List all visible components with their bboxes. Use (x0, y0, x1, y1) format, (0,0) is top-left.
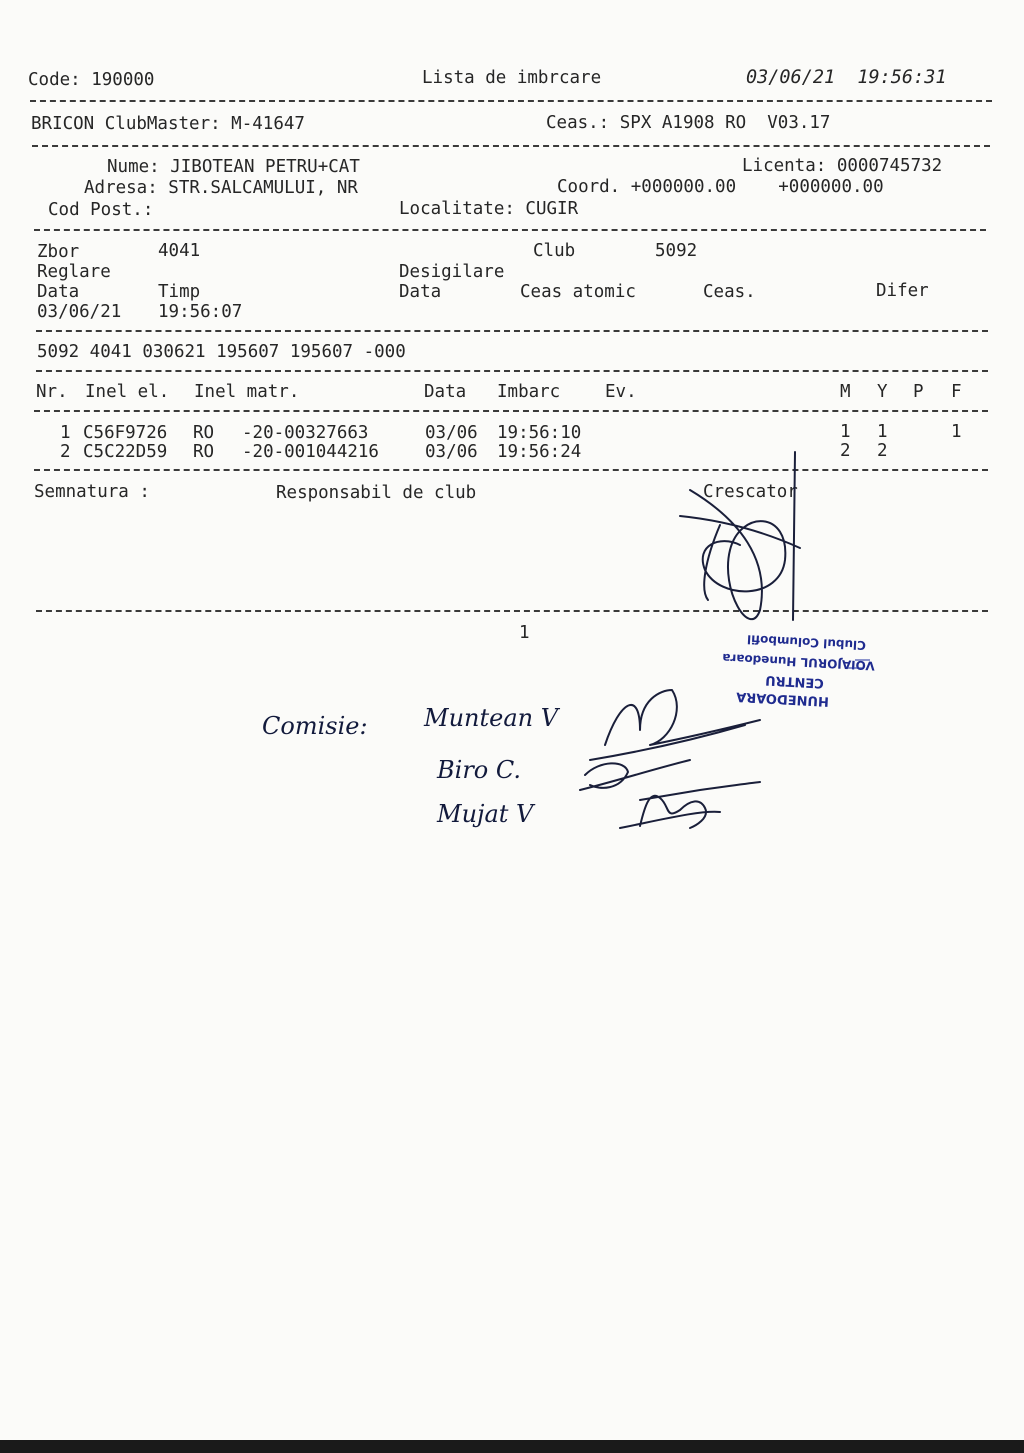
commission-member: Muntean V (424, 704, 559, 732)
desigilare-label: Desigilare (399, 262, 505, 282)
row-country: RO (193, 423, 215, 443)
row-imbarc: 19:56:24 (497, 442, 582, 462)
reglare-label: Reglare (37, 262, 111, 282)
date-column-label: Data (37, 282, 80, 302)
commission-label: Comisie: (262, 712, 368, 740)
col-header-nr: Nr. (36, 382, 68, 402)
row-data: 03/06 (425, 442, 478, 462)
encoded-line: 5092 4041 030621 195607 195607 -000 (37, 342, 406, 362)
stamp-line: VOIAJORUL Hunedoara (721, 650, 876, 673)
locality: Localitate: CUGIR (399, 199, 579, 219)
col-header-inel-matr: Inel matr. (194, 382, 300, 402)
time-column-label: Timp (158, 282, 201, 302)
row-y: 2 (877, 441, 888, 461)
row-f: 1 (951, 422, 962, 442)
row-inel-el: C5C22D59 (83, 442, 168, 462)
clock-label: Ceas. (703, 282, 756, 302)
breeder-label: Crescator (703, 482, 798, 502)
clock-id: Ceas.: SPX A1908 RO V03.17 (546, 113, 831, 133)
reglare-time: 19:56:07 (158, 302, 243, 322)
flight-number: 4041 (158, 241, 201, 261)
reglare-date: 03/06/21 (37, 302, 122, 322)
row-m: 2 (840, 441, 851, 461)
license-number: Licenta: 0000745732 (742, 156, 943, 176)
row-m: 1 (840, 422, 851, 442)
row-inel-matr: -20-001044216 (242, 442, 379, 462)
col-header-imbarc: Imbarc (497, 382, 561, 402)
col-header-y: Y (877, 382, 888, 402)
flight-label: Zbor (37, 242, 80, 262)
row-data: 03/06 (425, 423, 478, 443)
page-number: 1 (519, 623, 530, 643)
difference-label: Difer (876, 281, 929, 301)
club-responsible-label: Responsabil de club (276, 483, 477, 503)
breeder-signature (680, 452, 800, 620)
code-label: Code: 190000 (28, 70, 155, 90)
atomic-clock-label: Ceas atomic (520, 282, 636, 302)
print-datetime: 03/06/21 19:56:31 (746, 67, 947, 88)
col-header-ev: Ev. (605, 382, 637, 402)
clubmaster-id: BRICON ClubMaster: M-41647 (31, 114, 305, 134)
col-header-m: M (840, 382, 851, 402)
unseal-date-label: Data (399, 282, 442, 302)
stamp-line: HUNEDOARA (735, 688, 830, 709)
row-nr: 2 (60, 442, 71, 462)
owner-name: Nume: JIBOTEAN PETRU+CAT (107, 157, 360, 177)
stamp-line: Clubul Columbofil (746, 632, 867, 653)
row-inel-el: C56F9726 (83, 423, 168, 443)
col-header-f: F (951, 382, 962, 402)
commission-member: Mujat V (437, 800, 534, 828)
col-header-inel-el: Inel el. (85, 382, 170, 402)
signature-label: Semnatura : (34, 482, 150, 502)
owner-address: Adresa: STR.SALCAMULUI, NR (84, 178, 358, 198)
row-inel-matr: -20-00327663 (242, 423, 369, 443)
row-nr: 1 (60, 423, 71, 443)
member-signature (620, 782, 760, 828)
commission-member: Biro C. (437, 756, 521, 784)
row-country: RO (193, 442, 215, 462)
club-number: 5092 (655, 241, 698, 261)
coordinates: Coord. +000000.00 +000000.00 (557, 177, 884, 197)
col-header-p: P (913, 382, 924, 402)
club-label: Club (533, 241, 576, 261)
row-y: 1 (877, 422, 888, 442)
row-imbarc: 19:56:10 (497, 423, 582, 443)
document-title: Lista de imbrcare (422, 68, 602, 88)
col-header-data: Data (424, 382, 467, 402)
postal-code-label: Cod Post.: (48, 200, 154, 220)
member-signature (580, 760, 690, 790)
scan-edge (0, 1440, 1024, 1453)
stamp-line: CENTRU (764, 672, 825, 691)
member-signature (590, 690, 760, 760)
